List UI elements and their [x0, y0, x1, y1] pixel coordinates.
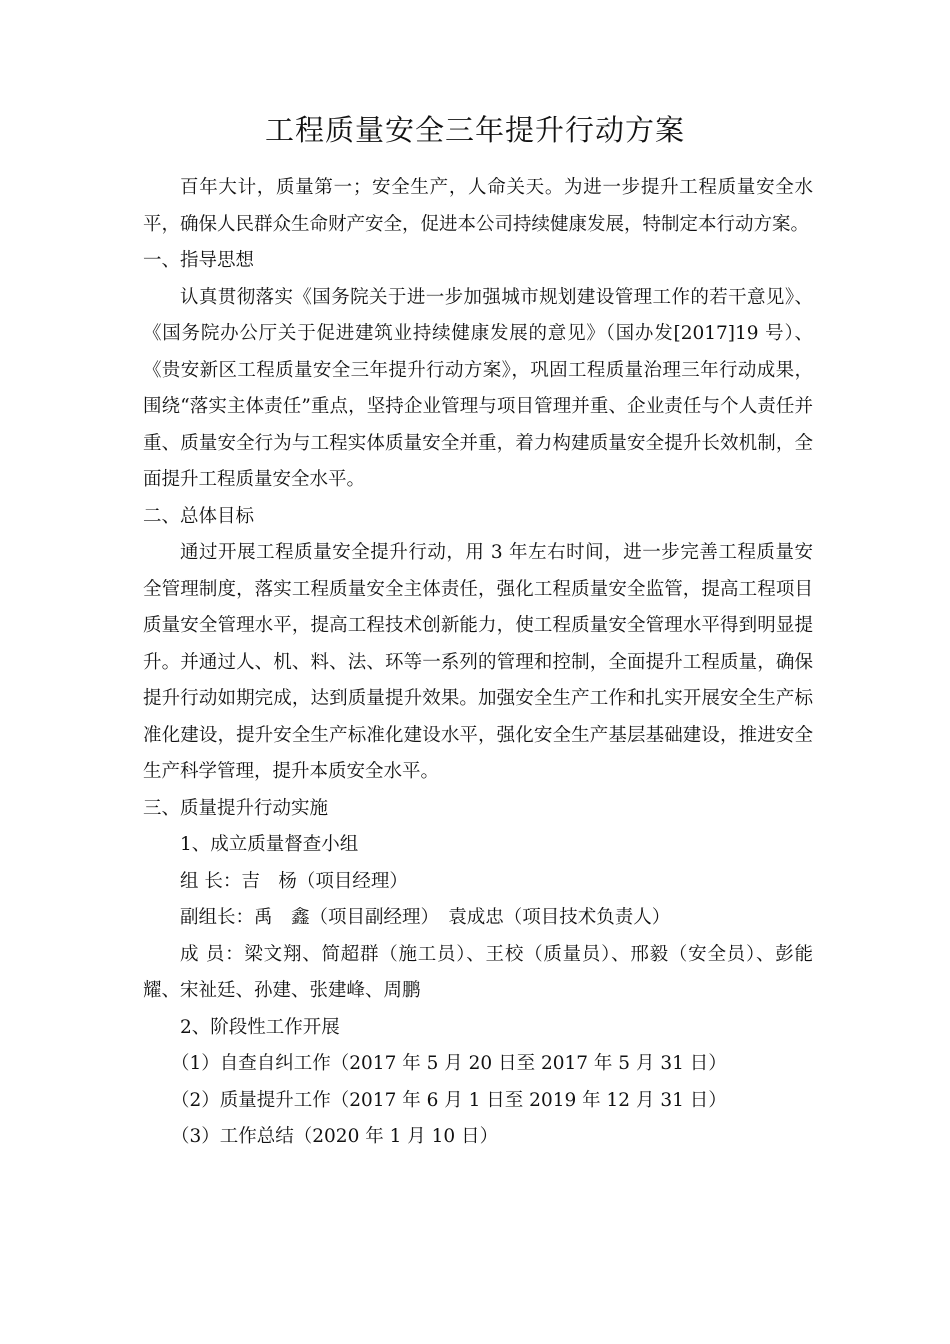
subheading-inspection-team: 1、成立质量督查小组 [180, 834, 359, 855]
guiding-ideology-paragraph: 认真贯彻落实《国务院关于进一步加强城市规划建设管理工作的若干意见》、《国务院办公厅关于促进建筑业持续健康发展的意见》（国办发[2017]19 号）、《贵安新区工程质量安全三年提升行动方案》，巩固工程质量治理三年行动成果，围绕“落实主体责任”重点，坚持企业管理与项目管理并重、企业责任与个人责任并重、质量安全行为与工程实体质量安全并重，着力构建质量安全提升长效机制，全面提升工程质量安全水平。 [143, 286, 813, 490]
team-leader-line: 组 长：吉 杨（项目经理） [180, 870, 408, 892]
stage-item-2: （2）质量提升工作（2017 年 6 月 1 日至 2019 年 12 月 31 日） [171, 1089, 727, 1111]
section-heading-implementation: 三、质量提升行动实施 [143, 797, 329, 819]
section-heading-overall-goal: 二、总体目标 [143, 505, 255, 527]
stage-item-3: （3）工作总结（2020 年 1 月 10 日） [171, 1126, 499, 1147]
overall-goal-paragraph: 通过开展工程质量安全提升行动，用 3 年左右时间，进一步完善工程质量安全管理制度，落实工程质量安全主体责任，强化工程质量安全监管，提高工程项目质量安全管理水平，提高工程技术创新能力，使工程质量安全管理水平得到明显提升。并通过人、机、料、法、环等一系列的管理和控制，全面提升工程质量，确保提升行动如期完成，达到质量提升效果。加强安全生产工作和扎实开展安全生产标准化建设，提升安全生产标准化建设水平，强化安全生产基层基础建设，推进安全生产科学管理，提升本质安全水平。 [143, 542, 813, 782]
document-body [143, 170, 813, 1156]
section-heading-guiding-ideology: 一、指导思想 [143, 250, 255, 271]
stage-item-1: （1）自查自纠工作（2017 年 5 月 20 日至 2017 年 5 月 31 日） [171, 1053, 727, 1074]
subheading-stage-work: 2、阶段性工作开展 [180, 1016, 340, 1038]
intro-paragraph: 百年大计，质量第一；安全生产，人命关天。为进一步提升工程质量安全水平，确保人民群众生命财产安全，促进本公司持续健康发展，特制定本行动方案。 [143, 177, 813, 235]
team-deputy-line: 副组长：禹 鑫（项目副经理） 袁成忠（项目技术负责人） [180, 907, 671, 928]
document-title: 工程质量安全三年提升行动方案 [264, 113, 685, 147]
team-members-line: 成 员：梁文翔、简超群（施工员）、王校（质量员）、邢毅（安全员）、彭能耀、宋祉廷、孙建、张建峰、周鹏 [143, 943, 813, 1001]
